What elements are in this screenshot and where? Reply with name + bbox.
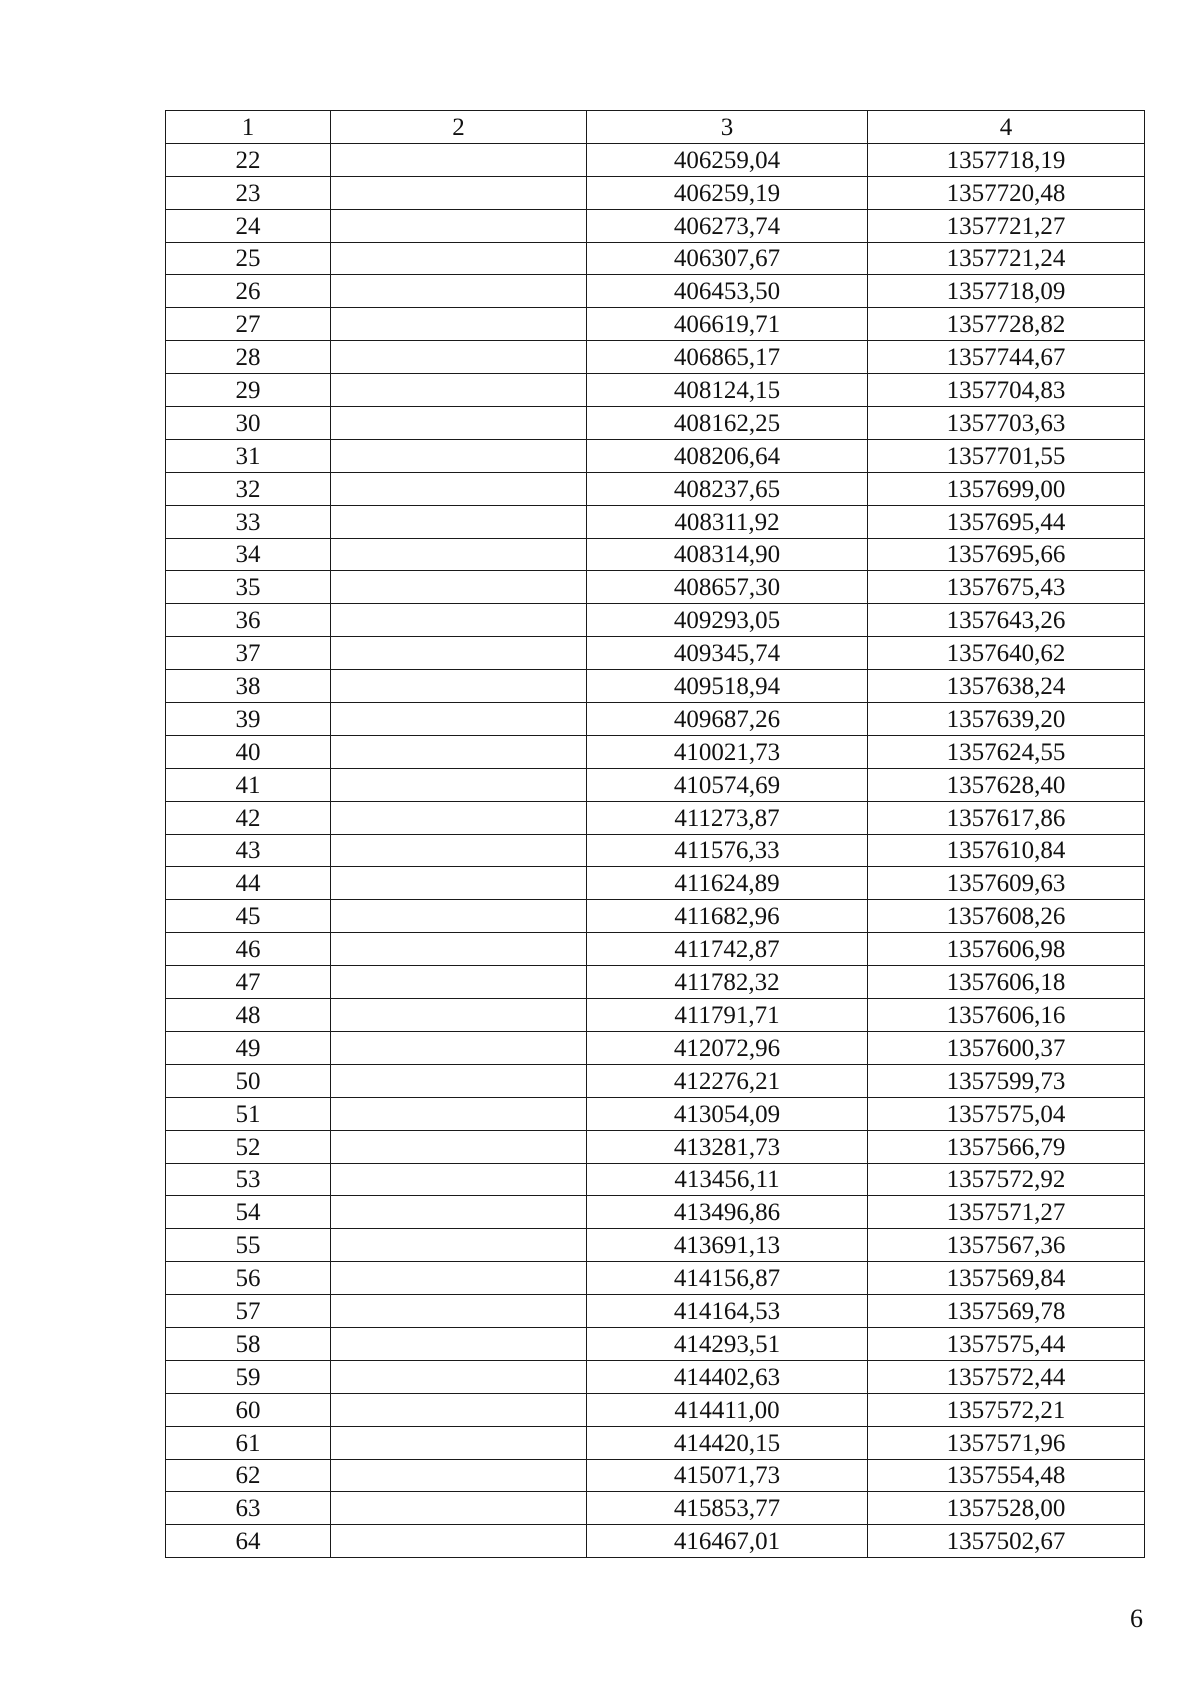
x-coordinate-cell: 408237,65 — [587, 472, 868, 505]
x-coordinate-cell: 413496,86 — [587, 1196, 868, 1229]
name-cell — [331, 1196, 587, 1229]
x-coordinate-cell: 408657,30 — [587, 571, 868, 604]
name-cell — [331, 1525, 587, 1558]
row-number-cell: 41 — [166, 768, 331, 801]
table-row — [166, 308, 1145, 341]
name-cell — [331, 966, 587, 999]
table-row — [166, 900, 1145, 933]
x-coordinate-cell: 411576,33 — [587, 834, 868, 867]
x-coordinate-cell: 411682,96 — [587, 900, 868, 933]
table-row — [166, 538, 1145, 571]
x-coordinate-cell: 410021,73 — [587, 735, 868, 768]
table-row — [166, 275, 1145, 308]
x-coordinate-cell: 412276,21 — [587, 1064, 868, 1097]
y-coordinate-cell: 1357718,19 — [868, 143, 1145, 176]
row-number-cell: 53 — [166, 1163, 331, 1196]
x-coordinate-cell: 412072,96 — [587, 1031, 868, 1064]
table-row — [166, 1163, 1145, 1196]
y-coordinate-cell: 1357721,27 — [868, 209, 1145, 242]
row-number-cell: 52 — [166, 1130, 331, 1163]
table-row — [166, 341, 1145, 374]
table-row — [166, 472, 1145, 505]
name-cell — [331, 1163, 587, 1196]
table-row — [166, 933, 1145, 966]
row-number-cell: 62 — [166, 1459, 331, 1492]
row-number-cell: 59 — [166, 1360, 331, 1393]
row-number-cell: 25 — [166, 242, 331, 275]
table-row — [166, 1327, 1145, 1360]
table-row — [166, 209, 1145, 242]
row-number-cell: 48 — [166, 999, 331, 1032]
x-coordinate-cell: 414402,63 — [587, 1360, 868, 1393]
y-coordinate-cell: 1357567,36 — [868, 1229, 1145, 1262]
row-number-cell: 28 — [166, 341, 331, 374]
table-row — [166, 439, 1145, 472]
row-number-cell: 36 — [166, 604, 331, 637]
y-coordinate-cell: 1357703,63 — [868, 407, 1145, 440]
x-coordinate-cell: 411624,89 — [587, 867, 868, 900]
table-header — [166, 111, 1145, 144]
y-coordinate-cell: 1357728,82 — [868, 308, 1145, 341]
row-number-cell: 31 — [166, 439, 331, 472]
row-number-cell: 33 — [166, 505, 331, 538]
name-cell — [331, 933, 587, 966]
table-row — [166, 703, 1145, 736]
name-cell — [331, 604, 587, 637]
name-cell — [331, 834, 587, 867]
x-coordinate-cell: 408206,64 — [587, 439, 868, 472]
name-cell — [331, 1097, 587, 1130]
column-header-2: 2 — [331, 111, 587, 144]
x-coordinate-cell: 406619,71 — [587, 308, 868, 341]
name-cell — [331, 1229, 587, 1262]
name-cell — [331, 1031, 587, 1064]
name-cell — [331, 143, 587, 176]
name-cell — [331, 703, 587, 736]
table-row — [166, 867, 1145, 900]
name-cell — [331, 1064, 587, 1097]
y-coordinate-cell: 1357628,40 — [868, 768, 1145, 801]
y-coordinate-cell: 1357569,78 — [868, 1295, 1145, 1328]
table-row — [166, 637, 1145, 670]
y-coordinate-cell: 1357639,20 — [868, 703, 1145, 736]
column-header-3: 3 — [587, 111, 868, 144]
name-cell — [331, 341, 587, 374]
x-coordinate-cell: 406259,04 — [587, 143, 868, 176]
table-row — [166, 1492, 1145, 1525]
table-row — [166, 1360, 1145, 1393]
row-number-cell: 39 — [166, 703, 331, 736]
table-row — [166, 1097, 1145, 1130]
x-coordinate-cell: 406307,67 — [587, 242, 868, 275]
row-number-cell: 45 — [166, 900, 331, 933]
name-cell — [331, 999, 587, 1032]
x-coordinate-cell: 416467,01 — [587, 1525, 868, 1558]
row-number-cell: 61 — [166, 1426, 331, 1459]
row-number-cell: 34 — [166, 538, 331, 571]
x-coordinate-cell: 406273,74 — [587, 209, 868, 242]
row-number-cell: 55 — [166, 1229, 331, 1262]
y-coordinate-cell: 1357566,79 — [868, 1130, 1145, 1163]
name-cell — [331, 1492, 587, 1525]
row-number-cell: 27 — [166, 308, 331, 341]
x-coordinate-cell: 414164,53 — [587, 1295, 868, 1328]
row-number-cell: 38 — [166, 670, 331, 703]
row-number-cell: 32 — [166, 472, 331, 505]
name-cell — [331, 472, 587, 505]
row-number-cell: 50 — [166, 1064, 331, 1097]
y-coordinate-cell: 1357609,63 — [868, 867, 1145, 900]
y-coordinate-cell: 1357701,55 — [868, 439, 1145, 472]
name-cell — [331, 900, 587, 933]
row-number-cell: 35 — [166, 571, 331, 604]
row-number-cell: 49 — [166, 1031, 331, 1064]
y-coordinate-cell: 1357699,00 — [868, 472, 1145, 505]
name-cell — [331, 1130, 587, 1163]
y-coordinate-cell: 1357572,44 — [868, 1360, 1145, 1393]
y-coordinate-cell: 1357720,48 — [868, 176, 1145, 209]
row-number-cell: 56 — [166, 1262, 331, 1295]
table-row — [166, 176, 1145, 209]
y-coordinate-cell: 1357606,98 — [868, 933, 1145, 966]
column-header-4: 4 — [868, 111, 1145, 144]
name-cell — [331, 308, 587, 341]
x-coordinate-cell: 406453,50 — [587, 275, 868, 308]
y-coordinate-cell: 1357606,16 — [868, 999, 1145, 1032]
y-coordinate-cell: 1357606,18 — [868, 966, 1145, 999]
row-number-cell: 24 — [166, 209, 331, 242]
table-row — [166, 1525, 1145, 1558]
table-row — [166, 834, 1145, 867]
name-cell — [331, 571, 587, 604]
name-cell — [331, 670, 587, 703]
x-coordinate-cell: 409518,94 — [587, 670, 868, 703]
x-coordinate-cell: 411273,87 — [587, 801, 868, 834]
row-number-cell: 64 — [166, 1525, 331, 1558]
row-number-cell: 29 — [166, 374, 331, 407]
x-coordinate-cell: 411782,32 — [587, 966, 868, 999]
y-coordinate-cell: 1357638,24 — [868, 670, 1145, 703]
row-number-cell: 22 — [166, 143, 331, 176]
name-cell — [331, 439, 587, 472]
row-number-cell: 58 — [166, 1327, 331, 1360]
table-row — [166, 604, 1145, 637]
y-coordinate-cell: 1357640,62 — [868, 637, 1145, 670]
x-coordinate-cell: 414411,00 — [587, 1393, 868, 1426]
table-row — [166, 1295, 1145, 1328]
y-coordinate-cell: 1357610,84 — [868, 834, 1145, 867]
x-coordinate-cell: 414293,51 — [587, 1327, 868, 1360]
y-coordinate-cell: 1357572,92 — [868, 1163, 1145, 1196]
y-coordinate-cell: 1357675,43 — [868, 571, 1145, 604]
table-row — [166, 242, 1145, 275]
y-coordinate-cell: 1357599,73 — [868, 1064, 1145, 1097]
table-row — [166, 407, 1145, 440]
x-coordinate-cell: 410574,69 — [587, 768, 868, 801]
y-coordinate-cell: 1357718,09 — [868, 275, 1145, 308]
table-row — [166, 801, 1145, 834]
name-cell — [331, 867, 587, 900]
table-row — [166, 1229, 1145, 1262]
name-cell — [331, 275, 587, 308]
x-coordinate-cell: 409293,05 — [587, 604, 868, 637]
table-row — [166, 571, 1145, 604]
name-cell — [331, 407, 587, 440]
y-coordinate-cell: 1357608,26 — [868, 900, 1145, 933]
row-number-cell: 46 — [166, 933, 331, 966]
x-coordinate-cell: 409345,74 — [587, 637, 868, 670]
row-number-cell: 43 — [166, 834, 331, 867]
y-coordinate-cell: 1357695,66 — [868, 538, 1145, 571]
table-row — [166, 966, 1145, 999]
name-cell — [331, 176, 587, 209]
table-row — [166, 735, 1145, 768]
row-number-cell: 57 — [166, 1295, 331, 1328]
name-cell — [331, 1360, 587, 1393]
y-coordinate-cell: 1357704,83 — [868, 374, 1145, 407]
table-row — [166, 1196, 1145, 1229]
y-coordinate-cell: 1357617,86 — [868, 801, 1145, 834]
x-coordinate-cell: 411742,87 — [587, 933, 868, 966]
table-row — [166, 374, 1145, 407]
name-cell — [331, 538, 587, 571]
x-coordinate-cell: 406259,19 — [587, 176, 868, 209]
x-coordinate-cell: 413054,09 — [587, 1097, 868, 1130]
y-coordinate-cell: 1357528,00 — [868, 1492, 1145, 1525]
table-row — [166, 670, 1145, 703]
row-number-cell: 44 — [166, 867, 331, 900]
name-cell — [331, 209, 587, 242]
name-cell — [331, 242, 587, 275]
y-coordinate-cell: 1357643,26 — [868, 604, 1145, 637]
name-cell — [331, 1262, 587, 1295]
table-row — [166, 143, 1145, 176]
header-row — [166, 111, 1145, 144]
name-cell — [331, 1426, 587, 1459]
table-row — [166, 1393, 1145, 1426]
row-number-cell: 30 — [166, 407, 331, 440]
row-number-cell: 51 — [166, 1097, 331, 1130]
x-coordinate-cell: 414156,87 — [587, 1262, 868, 1295]
y-coordinate-cell: 1357571,27 — [868, 1196, 1145, 1229]
name-cell — [331, 735, 587, 768]
x-coordinate-cell: 408124,15 — [587, 374, 868, 407]
y-coordinate-cell: 1357695,44 — [868, 505, 1145, 538]
x-coordinate-cell: 409687,26 — [587, 703, 868, 736]
row-number-cell: 37 — [166, 637, 331, 670]
y-coordinate-cell: 1357721,24 — [868, 242, 1145, 275]
coordinates-table — [165, 110, 1145, 1558]
x-coordinate-cell: 413456,11 — [587, 1163, 868, 1196]
name-cell — [331, 374, 587, 407]
y-coordinate-cell: 1357572,21 — [868, 1393, 1145, 1426]
name-cell — [331, 768, 587, 801]
x-coordinate-cell: 411791,71 — [587, 999, 868, 1032]
x-coordinate-cell: 414420,15 — [587, 1426, 868, 1459]
name-cell — [331, 1327, 587, 1360]
y-coordinate-cell: 1357575,04 — [868, 1097, 1145, 1130]
row-number-cell: 54 — [166, 1196, 331, 1229]
name-cell — [331, 1459, 587, 1492]
table-row — [166, 1426, 1145, 1459]
table-row — [166, 768, 1145, 801]
y-coordinate-cell: 1357575,44 — [868, 1327, 1145, 1360]
name-cell — [331, 801, 587, 834]
table-row — [166, 1130, 1145, 1163]
row-number-cell: 26 — [166, 275, 331, 308]
row-number-cell: 42 — [166, 801, 331, 834]
x-coordinate-cell: 408314,90 — [587, 538, 868, 571]
y-coordinate-cell: 1357554,48 — [868, 1459, 1145, 1492]
name-cell — [331, 1295, 587, 1328]
table-row — [166, 999, 1145, 1032]
y-coordinate-cell: 1357502,67 — [868, 1525, 1145, 1558]
x-coordinate-cell: 413691,13 — [587, 1229, 868, 1262]
table-row — [166, 505, 1145, 538]
row-number-cell: 60 — [166, 1393, 331, 1426]
x-coordinate-cell: 415071,73 — [587, 1459, 868, 1492]
table-row — [166, 1459, 1145, 1492]
x-coordinate-cell: 415853,77 — [587, 1492, 868, 1525]
name-cell — [331, 637, 587, 670]
page-number: 6 — [1130, 1604, 1143, 1633]
table-body — [166, 143, 1145, 1557]
column-header-1: 1 — [166, 111, 331, 144]
y-coordinate-cell: 1357571,96 — [868, 1426, 1145, 1459]
x-coordinate-cell: 408162,25 — [587, 407, 868, 440]
x-coordinate-cell: 406865,17 — [587, 341, 868, 374]
y-coordinate-cell: 1357744,67 — [868, 341, 1145, 374]
table-row — [166, 1031, 1145, 1064]
x-coordinate-cell: 413281,73 — [587, 1130, 868, 1163]
name-cell — [331, 505, 587, 538]
name-cell — [331, 1393, 587, 1426]
y-coordinate-cell: 1357569,84 — [868, 1262, 1145, 1295]
row-number-cell: 40 — [166, 735, 331, 768]
table-row — [166, 1262, 1145, 1295]
x-coordinate-cell: 408311,92 — [587, 505, 868, 538]
y-coordinate-cell: 1357624,55 — [868, 735, 1145, 768]
row-number-cell: 47 — [166, 966, 331, 999]
y-coordinate-cell: 1357600,37 — [868, 1031, 1145, 1064]
row-number-cell: 63 — [166, 1492, 331, 1525]
table-row — [166, 1064, 1145, 1097]
row-number-cell: 23 — [166, 176, 331, 209]
